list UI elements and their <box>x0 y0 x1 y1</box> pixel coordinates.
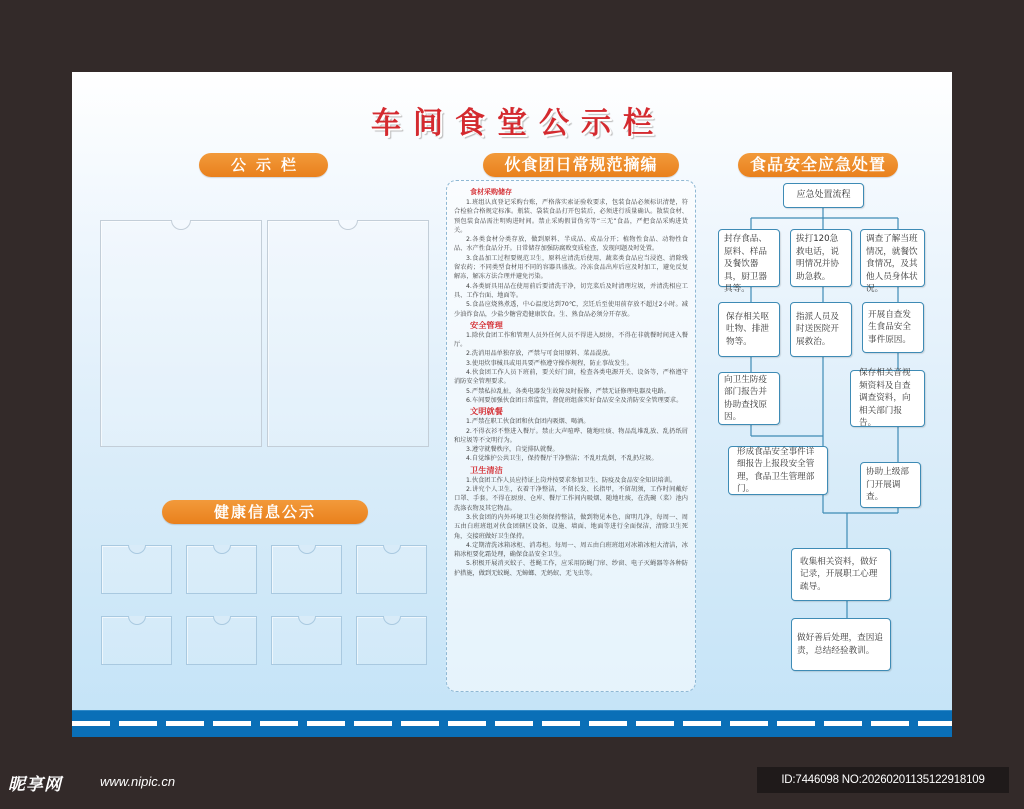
rules-item: 3.使用炊事械具或用具要严格遵守操作规程，防止事故发生。 <box>466 359 633 367</box>
health-pocket-1 <box>101 545 172 594</box>
bottom-blue-band <box>72 710 952 737</box>
rules-item: 1.除伙食团工作和管理人员外任何人员不得进入厨房，不得在非就餐时间进入餐厅。 <box>454 331 688 349</box>
rules-item: 6.车间要加强伙食团日常监管，督促班组落实好食品安全及消防安全管理要求。 <box>466 396 683 404</box>
watermark-id: ID:7446098 NO:20260201135122918109 <box>757 767 1009 793</box>
flow-root-box: 应急处置流程 <box>783 183 864 208</box>
notice-pocket-2 <box>267 220 429 447</box>
health-pocket-8 <box>356 616 427 665</box>
health-pocket-7 <box>271 616 342 665</box>
flow-box-send-hospital: 指派人员及时送医院开展救治。 <box>790 302 852 357</box>
rules-item: 5.积极开展消灭蚊子、苍蝇工作，应采用防蝇门帘、纱窗、电子灭蝇器等各种防护措施，做到无蚊蝇、无蟑螂、无蚂蚁、无飞虫等。 <box>454 560 688 577</box>
health-pocket-4 <box>356 545 427 594</box>
rules-panel <box>446 180 696 692</box>
rules-group-title: 安全管理 <box>470 319 503 330</box>
flow-box-assist-superior: 协助上级部门开展调查。 <box>860 462 921 508</box>
rules-item: 2.不得衣衫不整进入餐厅。禁止大声喧哗、随地吐痰、物品乱堆乱放、乱扔纸屑和垃圾等不文明行为。 <box>454 427 688 444</box>
flow-box-save-video: 保存相关音视频资料及自查调查资料，向相关部门报告。 <box>850 370 925 427</box>
rules-item: 2.讲究个人卫生，衣着干净整洁，不留长发、长指甲，不留胡须，工作时间戴好口罩、手套。不得在厨房、仓库、餐厅工作间内吸烟、随地吐痰，在洗碗（菜）池内洗涤衣物及其它物品。 <box>454 486 688 512</box>
pocket-notch <box>128 545 146 554</box>
flow-box-self-inspect: 开展自查发生食品安全事件原因。 <box>862 302 924 353</box>
health-pocket-5 <box>101 616 172 665</box>
flow-box-investigate-shift: 调查了解当班情况，就餐饮食情况，及其他人员身体状况。 <box>860 229 925 287</box>
rules-group-title: 食材采购储存 <box>470 188 512 196</box>
rules-item: 5.食品应烧熟煮透，中心温度达到70℃，烹饪后至使用前存放不超过2小时。减少油炸食品，少盐少糖营造健康饮食。生、熟食品必须分开存放。 <box>454 301 688 318</box>
rules-item: 1.伙食团工作人员应持证上岗并按要求参加卫生、防疫及食品安全知识培训。 <box>466 476 677 484</box>
rules-item: 4.定期清洗冰箱冰柜、消毒柜。每周一、周五由白班班组对冰箱冰柜大清洁，冰箱冰柜要化霜处理，确保食品安全卫生。 <box>454 541 688 559</box>
board-title: 车间食堂公示栏 <box>371 106 665 141</box>
pocket-notch <box>128 616 146 625</box>
flow-box-collect-records: 收集相关资料，做好记录，开展职工心理疏导。 <box>791 548 891 601</box>
flow-box-aftermath: 做好善后处理，查因追责，总结经验教训。 <box>791 618 891 671</box>
pocket-notch <box>171 220 191 230</box>
rules-item: 3.食品加工过程要规范卫生，原料应清洗后使用，蔬菜类食品应当浸泡、清除残留农药；不同类型食材用不同的容器具盛放。冷冻食品出库后应及时加工，避免反复解冻，解冻方法合理并避免污染。 <box>454 254 688 281</box>
health-pocket-3 <box>271 545 342 594</box>
rules-section-header: 伙食团日常规范摘编 <box>483 153 679 177</box>
flow-box-seal-food: 封存食品、原料、样品及餐饮器具，厨卫器具等。 <box>718 229 780 287</box>
pocket-notch <box>298 616 316 625</box>
rules-item: 4.各类厨具用品在使用前后要清洗干净，切完菜后及时清理垃圾，并清洗相应工具、工作台面、地面等。 <box>454 282 688 299</box>
notice-section-header: 公示栏 <box>199 153 328 177</box>
rules-item: 2.各类食材分类存放，做到原料、半成品、成品分开；植物性食品、动物性食品、水产性食品分开。日常储存加强防腐败变质检查，发现问题及时处置。 <box>454 236 688 253</box>
dashed-stripe <box>72 721 952 726</box>
pocket-notch <box>213 616 231 625</box>
pocket-notch <box>338 220 358 230</box>
pocket-notch <box>383 545 401 554</box>
flow-box-save-vomit: 保存相关呕吐物、排泄物等。 <box>718 302 780 357</box>
emergency-section-header: 食品安全应急处置 <box>738 153 898 177</box>
health-section-header: 健康信息公示 <box>162 500 368 524</box>
health-pocket-2 <box>186 545 257 594</box>
bulletin-board <box>72 72 952 737</box>
rules-item: 4.伙食团工作人员下班前，要关好门窗，检查各类电源开关、设备等，严格遵守消防安全管理要求。 <box>454 369 688 386</box>
rules-item: 1.严禁在职工伙食团和伙食团内吸烟、喝酒。 <box>466 418 590 426</box>
notice-pocket-1 <box>100 220 262 447</box>
rules-item: 1.班组认真登记采购台账，严格落实索证验收要求，包装食品必须标识清楚，符合检验合格规定标准。瓶装、袋装食品打开包装后，必须进行质量确认。散装食材、预包装食品需注明购进时间。禁止采购假冒伪劣等“三无”食品，严把食品采购进货关。 <box>454 199 688 234</box>
pocket-notch <box>298 545 316 554</box>
flow-box-report-epidemic: 向卫生防疫部门报告并协助查找原因。 <box>718 372 780 425</box>
rules-item: 5.严禁私拉乱扯，各类电器发生故障及时报修，严禁无证修理电器及电路。 <box>466 387 670 395</box>
rules-item: 3.遵守就餐秩序，自觉排队就餐。 <box>466 446 559 454</box>
watermark-url[interactable]: www.nipic.cn <box>100 774 176 789</box>
pocket-notch <box>383 616 401 625</box>
flow-box-detailed-report: 形成食品安全事件详细报告上报段安全管理，食品卫生管理部门。 <box>728 446 828 495</box>
rules-item: 4.自觉维护公共卫生，保持餐厅干净整洁；不乱吐乱倒，不乱扔垃圾。 <box>466 455 658 463</box>
pocket-notch <box>213 545 231 554</box>
watermark-logo: 昵享网 <box>8 775 62 795</box>
flow-box-call-120: 拔打120急救电话，说明情况并协助急救。 <box>790 229 852 287</box>
health-pocket-6 <box>186 616 257 665</box>
rules-item: 3.伙食团的内外环境卫生必须保持整洁，做到物见本色，窗明几净，每周一、周五由白班班组对伙食团辖区设备、设施、墙面、地面等进行全面保洁，清除卫生死角，交接班做好卫生保持。 <box>454 513 688 540</box>
rules-group-title: 文明就餐 <box>470 406 503 417</box>
rules-group-title: 卫生清洁 <box>470 464 503 475</box>
rules-item: 2.洗消用品单独存放，严禁与可食用原料、菜品混放。 <box>466 350 615 358</box>
